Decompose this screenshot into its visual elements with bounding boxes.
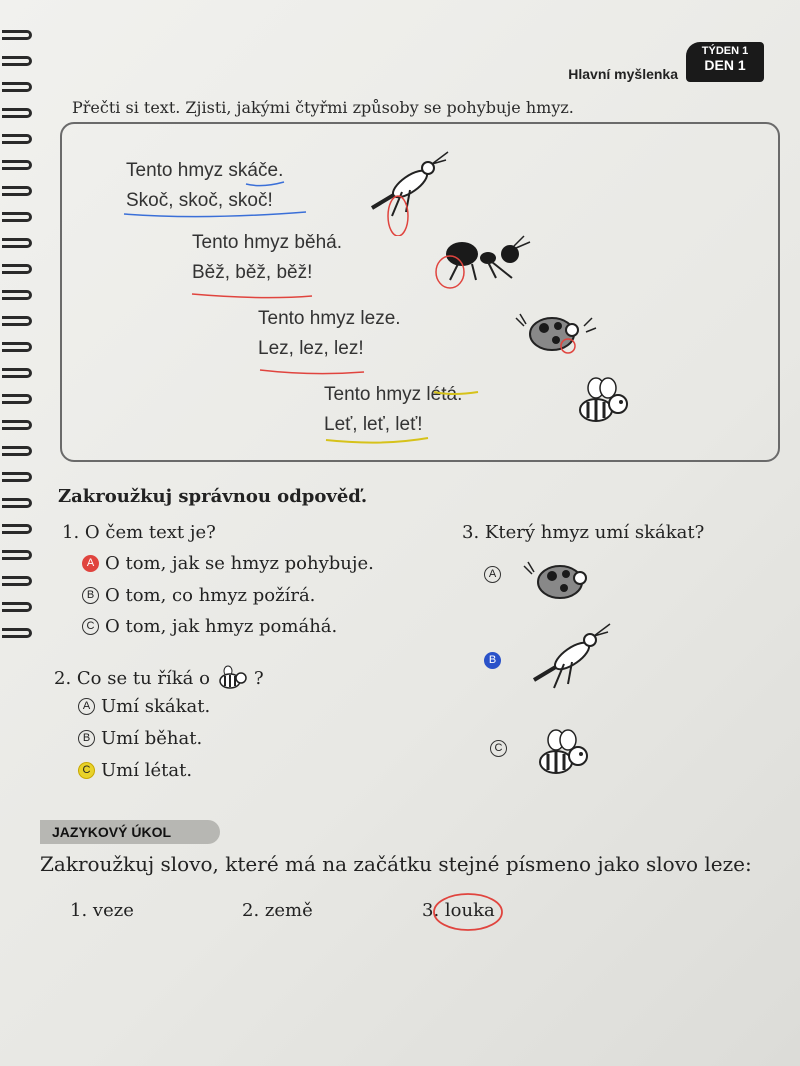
spiral-coil [2, 30, 32, 40]
question-2-end: ? [253, 667, 264, 689]
passage-line: Tento hmyz leze. [258, 308, 401, 329]
spiral-coil [2, 316, 32, 326]
option-text: Umí létat. [101, 760, 193, 781]
word-option-1[interactable]: 1. veze [70, 900, 134, 921]
spiral-coil [2, 472, 32, 482]
option-letter: B [82, 587, 99, 604]
passage-line: Lez, lez, lez! [258, 338, 364, 359]
question-1: 1. O čem text je? [62, 522, 216, 543]
q3-option-b[interactable] [484, 652, 501, 669]
spiral-coil [2, 446, 32, 456]
spiral-coil [2, 576, 32, 586]
spiral-coil [2, 238, 32, 248]
question-section-title: Zakroužkuj správnou odpověď. [58, 486, 368, 507]
bee-icon [530, 728, 600, 784]
day-label: DEN 1 [704, 57, 746, 73]
spiral-coil [2, 342, 32, 352]
spiral-coil [2, 186, 32, 196]
option-text: O tom, co hmyz požírá. [105, 585, 316, 606]
option-letter: C [82, 618, 99, 635]
word-option-2[interactable]: 2. země [242, 900, 313, 921]
bee-icon [216, 665, 248, 691]
question-3: 3. Který hmyz umí skákat? [462, 522, 705, 543]
option-letter: A [484, 566, 501, 583]
question-2 [54, 665, 264, 691]
q1-option-a[interactable] [82, 553, 374, 574]
option-text: Umí skákat. [101, 696, 211, 717]
spiral-coil [2, 264, 32, 274]
passage-line: Běž, běž, běž! [192, 262, 313, 283]
language-task-text: Zakroužkuj slovo, které má na začátku stejné písmeno jako slovo leze: [40, 852, 752, 876]
passage-line: Leť, leť, leť! [324, 414, 423, 435]
spiral-binding [0, 30, 34, 670]
option-text: O tom, jak se hmyz pohybuje. [105, 553, 374, 574]
passage-box [60, 122, 780, 462]
spiral-coil [2, 134, 32, 144]
q1-option-b[interactable] [82, 585, 315, 606]
q2-option-b[interactable] [78, 728, 202, 749]
instruction-text: Přečti si text. Zjisti, jakými čtyřmi způsoby se pohybuje hmyz. [72, 98, 574, 117]
passage-line: Tento hmyz běhá. [192, 232, 342, 253]
spiral-coil [2, 160, 32, 170]
option-letter: B [484, 652, 501, 669]
passage-line: Tento hmyz skáče. [126, 160, 284, 181]
q2-option-c[interactable] [78, 760, 192, 781]
week-label: TÝDEN 1 [701, 45, 749, 57]
option-text: Umí běhat. [101, 728, 203, 749]
language-task-label: JAZYKOVÝ ÚKOL [40, 820, 220, 844]
option-letter: A [78, 698, 95, 715]
week-day-badge [686, 42, 764, 82]
spiral-coil [2, 602, 32, 612]
option-letter: A [82, 555, 99, 572]
spiral-coil [2, 108, 32, 118]
option-letter: B [78, 730, 95, 747]
ladybug-icon [520, 556, 600, 606]
word-option-3[interactable]: 3. louka [422, 900, 495, 921]
spiral-coil [2, 498, 32, 508]
option-text: O tom, jak hmyz pomáhá. [105, 616, 338, 637]
option-letter: C [490, 740, 507, 757]
section-label: Hlavní myšlenka [568, 66, 678, 82]
spiral-coil [2, 290, 32, 300]
passage-line: Tento hmyz létá. [324, 384, 463, 405]
spiral-coil [2, 368, 32, 378]
spiral-coil [2, 420, 32, 430]
q3-option-c[interactable] [490, 740, 507, 757]
q1-option-c[interactable] [82, 616, 337, 637]
spiral-coil [2, 524, 32, 534]
spiral-coil [2, 394, 32, 404]
question-2-text: 2. Co se tu říká o [54, 667, 210, 689]
red-circle-mark [430, 890, 510, 940]
q2-option-a[interactable] [78, 696, 210, 717]
underline-marks [62, 124, 782, 464]
spiral-coil [2, 550, 32, 560]
spiral-coil [2, 212, 32, 222]
spiral-coil [2, 82, 32, 92]
option-letter: C [78, 762, 95, 779]
spiral-coil [2, 56, 32, 66]
spiral-coil [2, 628, 32, 638]
grasshopper-icon [524, 618, 620, 698]
q3-option-a[interactable] [484, 566, 501, 583]
passage-line: Skoč, skoč, skoč! [126, 190, 273, 211]
